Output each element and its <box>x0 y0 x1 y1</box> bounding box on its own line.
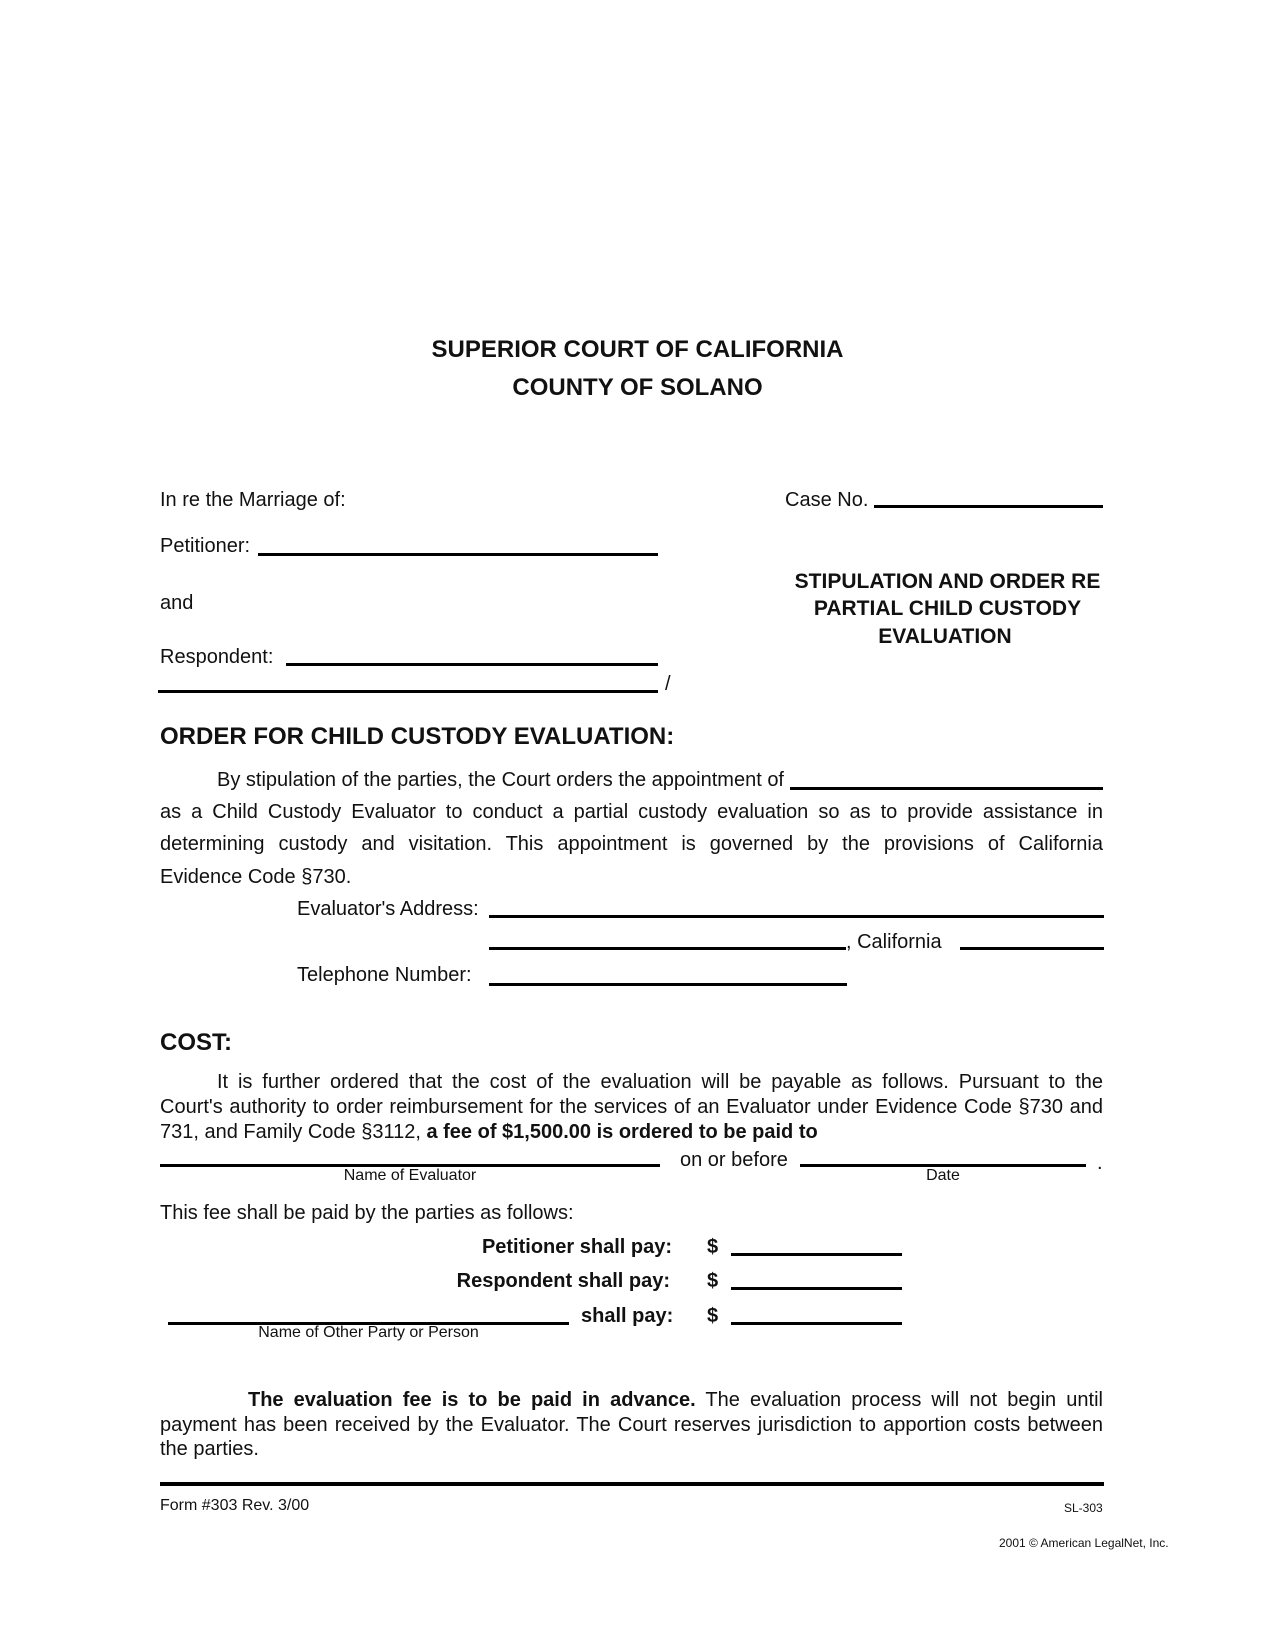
evaluator-address-field[interactable] <box>489 915 1104 918</box>
in-re-label: In re the Marriage of: <box>160 489 346 511</box>
caption-bottom-line <box>158 690 658 693</box>
footer-rule <box>160 1482 1104 1486</box>
on-or-before-label: on or before <box>680 1149 788 1171</box>
case-no-field[interactable] <box>874 505 1103 508</box>
cost-heading: COST: <box>160 1029 232 1056</box>
document-title-line2: PARTIAL CHILD CUSTODY <box>813 597 1082 620</box>
petitioner-label: Petitioner: <box>160 535 251 557</box>
cost-line2: Court's authority to order reimbursement for the services of an Evaluator under Evidence Code §730 and <box>160 1096 1103 1118</box>
respondent-dollar-sign: $ <box>707 1270 719 1292</box>
advance-line1 <box>248 1389 1103 1412</box>
petitioner-pay-label: Petitioner shall pay: <box>481 1236 672 1258</box>
telephone-field[interactable] <box>489 983 847 986</box>
form-code: SL-303 <box>1064 1501 1103 1515</box>
cost-line1: It is further ordered that the cost of the evaluation will be payable as follows. Pursuant to the <box>217 1071 1103 1093</box>
advance-line1-rest: The evaluation process will not begin until <box>695 1389 1103 1411</box>
date-caption: Date <box>926 1167 960 1184</box>
evaluator-address-label: Evaluator's Address: <box>297 898 479 920</box>
copyright: 2001 © American LegalNet, Inc. <box>999 1536 1169 1550</box>
fee-intro: This fee shall be paid by the parties as follows: <box>160 1202 574 1224</box>
name-of-evaluator-caption: Name of Evaluator <box>343 1167 477 1184</box>
other-pay-label: shall pay: <box>581 1305 674 1327</box>
advance-bold-text: The evaluation fee is to be paid in advance. <box>248 1389 696 1411</box>
respondent-amount-field[interactable] <box>731 1287 902 1290</box>
cost-line3-plain: 731, and Family Code §3112, <box>160 1121 427 1143</box>
evaluator-city-field[interactable] <box>489 947 846 950</box>
other-amount-field[interactable] <box>731 1322 902 1325</box>
date-period: . <box>1097 1152 1103 1174</box>
case-no-label: Case No. <box>785 489 869 511</box>
petitioner-amount-field[interactable] <box>731 1253 902 1256</box>
order-line3: determining custody and visitation. This appointment is governed by the provisions of California <box>160 833 1103 855</box>
document-title-line3: EVALUATION <box>878 625 1012 648</box>
cost-line3 <box>160 1121 818 1144</box>
cost-line3-bold: a fee of $1,500.00 is ordered to be paid to <box>426 1121 818 1143</box>
county-title: COUNTY OF SOLANO <box>512 374 763 401</box>
other-party-caption: Name of Other Party or Person <box>258 1324 479 1341</box>
other-dollar-sign: $ <box>707 1305 719 1327</box>
evaluator-zip-field[interactable] <box>960 947 1104 950</box>
petitioner-dollar-sign: $ <box>707 1236 719 1258</box>
court-title: SUPERIOR COURT OF CALIFORNIA <box>431 336 844 363</box>
california-label: , California <box>846 931 942 953</box>
order-heading: ORDER FOR CHILD CUSTODY EVALUATION: <box>160 723 675 750</box>
advance-line3: the parties. <box>160 1438 259 1460</box>
advance-line2: payment has been received by the Evaluator. The Court reserves jurisdiction to apportion costs between <box>160 1414 1103 1436</box>
order-line2: as a Child Custody Evaluator to conduct a partial custody evaluation so as to provide assistance in <box>160 801 1103 823</box>
order-line1: By stipulation of the parties, the Court orders the appointment of <box>217 769 784 791</box>
and-label: and <box>160 592 194 614</box>
respondent-field[interactable] <box>286 663 658 666</box>
caption-slash: / <box>665 673 671 695</box>
petitioner-field[interactable] <box>258 553 658 556</box>
document-title-line1: STIPULATION AND ORDER RE <box>794 570 1101 593</box>
telephone-label: Telephone Number: <box>297 964 472 986</box>
respondent-pay-label: Respondent shall pay: <box>456 1270 670 1292</box>
respondent-label: Respondent: <box>160 646 274 668</box>
form-number: Form #303 Rev. 3/00 <box>160 1497 310 1514</box>
evaluator-name-field[interactable] <box>790 787 1103 790</box>
order-line4: Evidence Code §730. <box>160 866 352 888</box>
